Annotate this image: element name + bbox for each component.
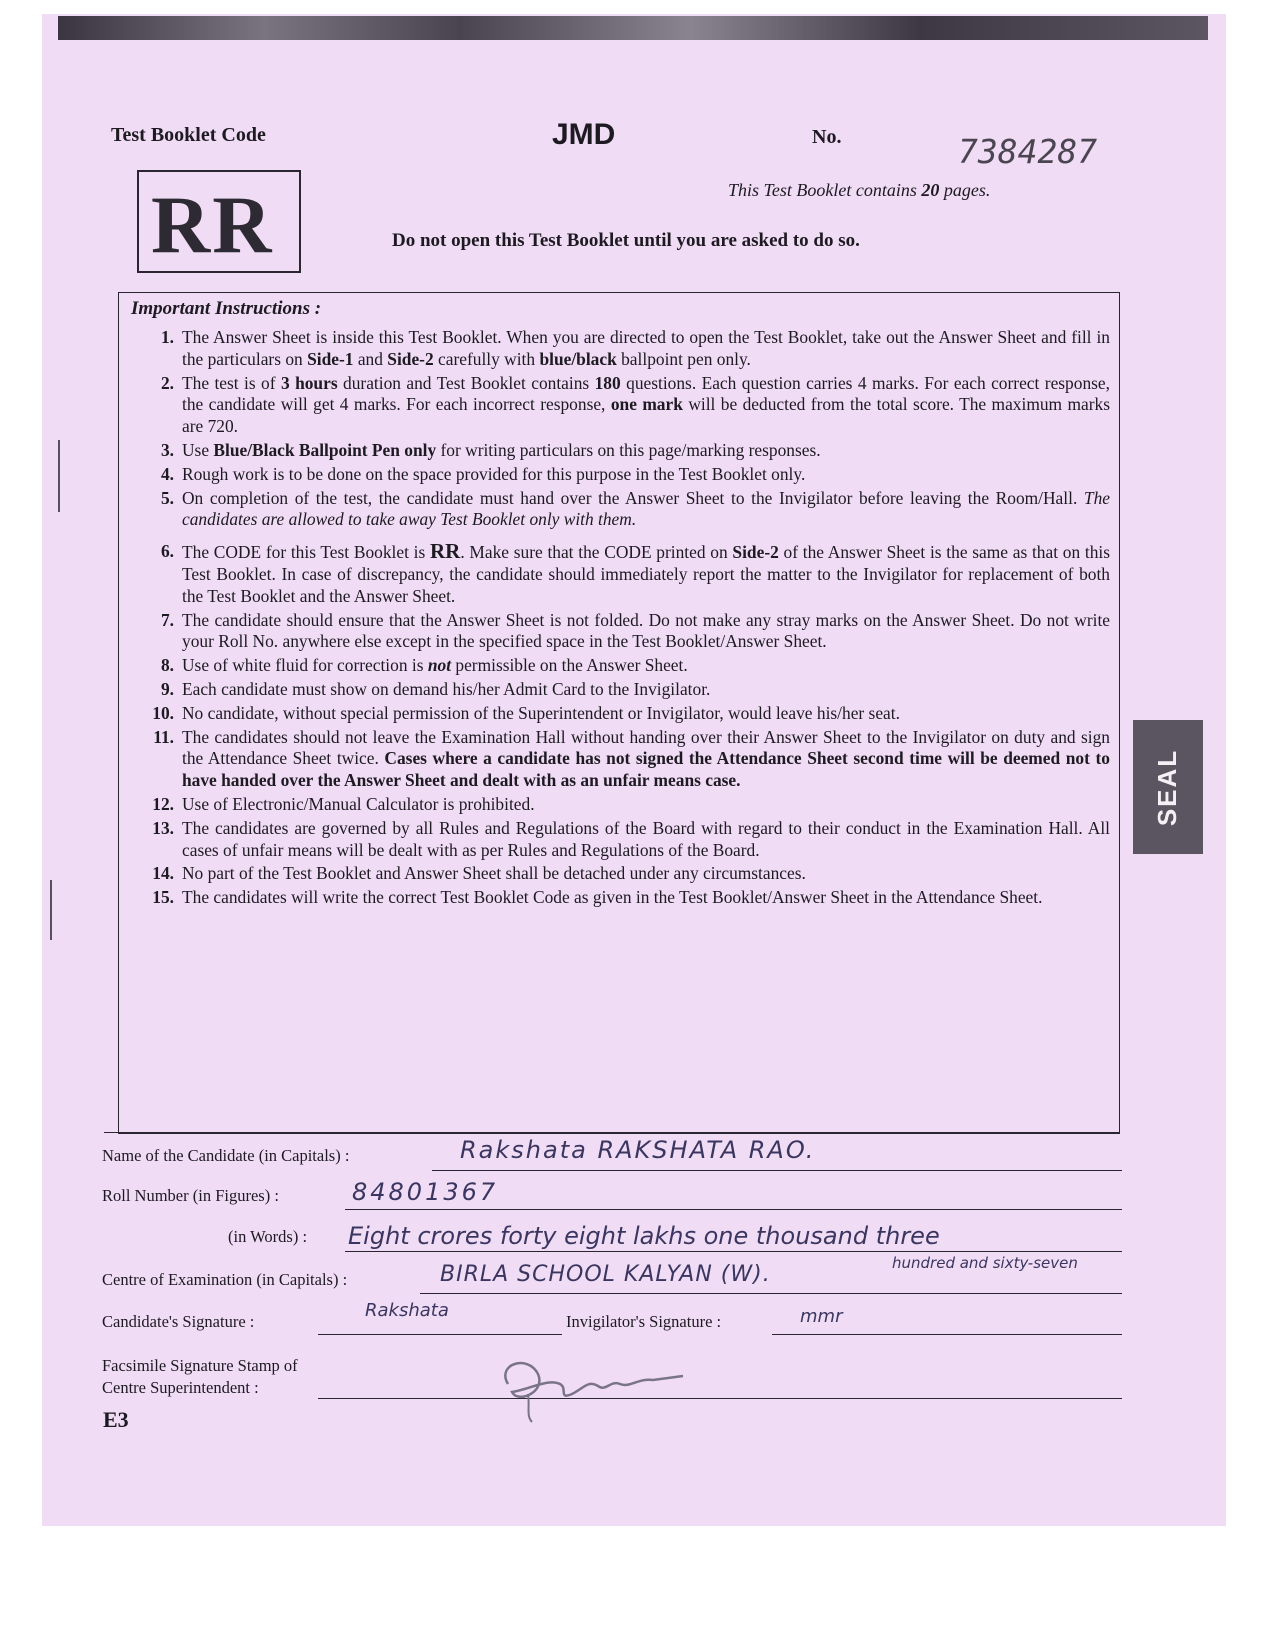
invigilator-signature-line <box>772 1334 1122 1335</box>
superintendent-signature <box>488 1344 698 1424</box>
invigilator-signature-label: Invigilator's Signature : <box>566 1312 722 1331</box>
instruction-item <box>130 655 1110 677</box>
instruction-text: No candidate, without special permission of the Superintendent or Invigilator, would leave his/her seat. <box>182 702 900 723</box>
instruction-text: Rough work is to be done on the space provided for this purpose in the Test Booklet only. <box>182 463 806 484</box>
instruction-item <box>130 794 1110 816</box>
instruction-item <box>130 541 1110 607</box>
instruction-text: Use of white fluid for correction is not permissible on the Answer Sheet. <box>182 655 688 676</box>
instruction-text: Use of Electronic/Manual Calculator is prohibited. <box>182 793 535 814</box>
instruction-item <box>130 440 1110 462</box>
instruction-number: 7. <box>160 609 174 630</box>
margin-mark <box>50 880 52 940</box>
instruction-text: On completion of the test, the candidate must hand over the Answer Sheet to the Invigilator before leaving the Room/Hall. The candidates are allowed to take away Test Booklet only with them. <box>182 487 1110 530</box>
instruction-item <box>130 818 1110 862</box>
instruction-number: 10. <box>152 702 174 723</box>
instruction-text: The candidates are governed by all Rules and Regulations of the Board with regard to their conduct in the Examination Hall. All cases of unfair means will be dealt with as per Rules and Regulations of the Board. <box>182 817 1110 860</box>
series-code: JMD <box>552 118 616 151</box>
do-not-open-warning: Do not open this Test Booklet until you are asked to do so. <box>392 230 860 251</box>
instruction-text: No part of the Test Booklet and Answer Sheet shall be detached under any circumstances. <box>182 863 806 884</box>
roll-words-line <box>345 1251 1122 1252</box>
roll-words-label: (in Words) : <box>228 1227 308 1246</box>
page-code: E3 <box>103 1407 129 1432</box>
instruction-item <box>130 373 1110 438</box>
instruction-item <box>130 863 1110 885</box>
instruction-item <box>130 679 1110 701</box>
instructions-list <box>130 327 1110 909</box>
instruction-number: 6. <box>160 541 174 562</box>
scan-header-bar <box>58 16 1208 40</box>
margin-mark <box>58 440 60 512</box>
centre-line <box>420 1293 1122 1294</box>
instruction-item <box>130 727 1110 792</box>
centre-label: Centre of Examination (in Capitals) : <box>102 1270 348 1289</box>
instruction-number: 11. <box>153 726 174 747</box>
booklet-number: 7384287 <box>958 132 1098 171</box>
instruction-item <box>130 703 1110 725</box>
booklet-code: RR <box>151 179 274 270</box>
roll-label: Roll Number (in Figures) : <box>102 1186 279 1205</box>
instruction-number: 15. <box>152 887 174 908</box>
roll-handwritten: 84801367 <box>352 1178 499 1206</box>
instruction-text: Use Blue/Black Ballpoint Pen only for writing particulars on this page/marking responses. <box>182 439 821 460</box>
instruction-item <box>130 887 1110 909</box>
candidate-signature: Rakshata <box>365 1300 449 1321</box>
name-line <box>432 1170 1122 1171</box>
candidate-signature-label: Candidate's Signature : <box>102 1312 255 1331</box>
instructions-title: Important Instructions : <box>131 298 322 319</box>
instruction-text: The test is of 3 hours duration and Test Booklet contains 180 questions. Each question carries 4 marks. For each correct response, the candidate will get 4 marks. For each incorrect response, one mark will be deducted from the total score. The maximum marks are 720. <box>182 372 1110 437</box>
invigilator-signature: mmr <box>800 1306 843 1327</box>
instruction-text: The candidates should not leave the Examination Hall without handing over their Answer Sheet to the Invigilator on duty and sign the Attendance Sheet twice. Cases where a candidate has not signed the Attendance Sheet second time will be deemed not to have handed over the Answer Sheet and dealt with as an unfair means case. <box>182 726 1110 791</box>
instruction-text: The candidate should ensure that the Answer Sheet is not folded. Do not make any stray marks on the Answer Sheet. Do not write your Roll No. anywhere else except in the specified space in the Test Booklet/Answer Sheet. <box>182 609 1110 652</box>
instruction-number: 4. <box>160 463 174 484</box>
instruction-item <box>130 488 1110 532</box>
instruction-number: 12. <box>152 793 174 814</box>
centre-handwritten: BIRLA SCHOOL KALYAN (W). <box>440 1262 771 1287</box>
instruction-number: 14. <box>152 863 174 884</box>
instruction-item <box>130 610 1110 654</box>
instruction-number: 13. <box>152 817 174 838</box>
instruction-item <box>130 464 1110 486</box>
instruction-number: 5. <box>160 487 174 508</box>
candidate-signature-line <box>318 1334 562 1335</box>
instruction-number: 8. <box>160 655 174 676</box>
roll-words-handwritten-2: hundred and sixty-seven <box>892 1254 1078 1272</box>
instruction-number: 1. <box>160 327 174 347</box>
form-top-rule <box>104 1132 1120 1133</box>
instruction-text: The candidates will write the correct Test Booklet Code as given in the Test Booklet/Answer Sheet in the Attendance Sheet. <box>182 887 1043 908</box>
roll-words-handwritten: Eight crores forty eight lakhs one thousand three <box>348 1222 940 1250</box>
instruction-text: The Answer Sheet is inside this Test Booklet. When you are directed to open the Test Booklet, take out the Answer Sheet and fill in the particulars on Side-1 and Side-2 carefully with blue/black ballpoint pen only. <box>182 327 1110 369</box>
booklet-no-label: No. <box>812 126 842 148</box>
seal-tab: SEAL <box>1133 720 1203 854</box>
instruction-item <box>130 327 1110 371</box>
roll-line <box>345 1209 1122 1210</box>
instruction-text: The CODE for this Test Booklet is RR. Make sure that the CODE printed on Side-2 of the Answer Sheet is the same as that on this Test Booklet. In case of discrepancy, the candidate should immediately report the matter to the Invigilator for replacement of both the Test Booklet and the Answer Sheet. <box>182 539 1111 606</box>
instruction-number: 3. <box>160 439 174 460</box>
booklet-code-label: Test Booklet Code <box>111 124 266 146</box>
name-handwritten: Rakshata RAKSHATA RAO. <box>460 1136 816 1164</box>
instruction-number: 2. <box>160 372 174 393</box>
stamp-label-1: Facsimile Signature Stamp of <box>102 1356 298 1375</box>
instruction-text: Each candidate must show on demand his/her Admit Card to the Invigilator. <box>182 678 711 699</box>
stamp-line <box>318 1398 1122 1399</box>
instruction-number: 9. <box>160 678 174 699</box>
booklet-code-box <box>137 170 301 273</box>
stamp-label-2: Centre Superintendent : <box>102 1378 259 1397</box>
name-label: Name of the Candidate (in Capitals) : <box>102 1146 350 1165</box>
pages-note: This Test Booklet contains 20 pages. <box>728 180 991 200</box>
